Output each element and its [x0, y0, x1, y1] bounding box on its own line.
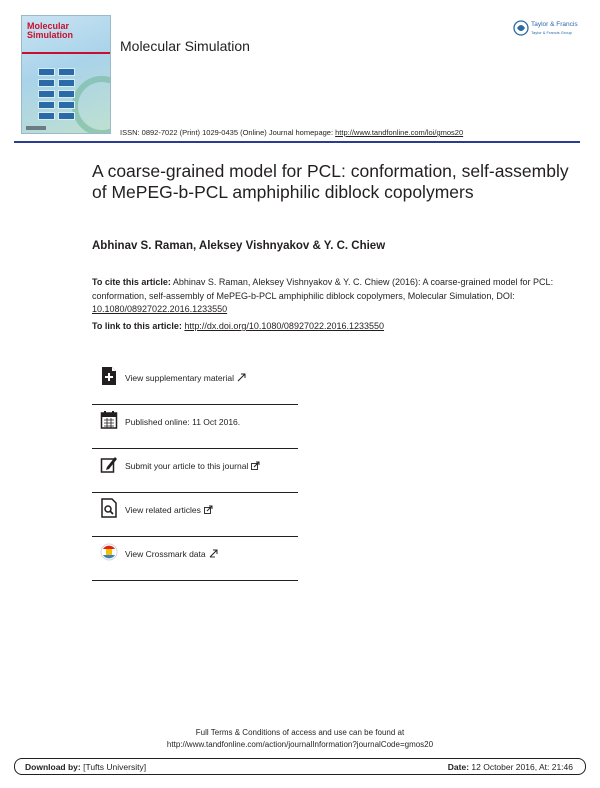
action-supplementary-material[interactable]: View supplementary material [92, 361, 298, 405]
calendar-icon [100, 410, 118, 430]
external-link-icon [209, 549, 218, 558]
action-crossmark[interactable]: View Crossmark data [92, 537, 298, 581]
citation [92, 276, 592, 317]
article-actions [92, 361, 298, 581]
article-url-link[interactable]: http://dx.doi.org/10.1080/08927022.2016.1233550 [184, 321, 385, 331]
cover-title: Molecular Simulation [27, 21, 74, 40]
doi-link[interactable]: 10.1080/08927022.2016.1233550 [92, 304, 228, 314]
article-link-label: To link to this article: [92, 321, 182, 331]
external-link-icon [251, 461, 260, 470]
cover-grid [38, 68, 78, 124]
terms-link[interactable]: http://www.tandfonline.com/action/journalInformation?journalCode=gmos20 [166, 740, 434, 749]
downloaded-by: Download by: [Tufts University] [25, 762, 147, 772]
article-authors: Abhinav S. Raman, Aleksey Vishnyakov & Y. C. Chiew [92, 240, 386, 252]
action-submit-article[interactable]: Submit your article to this journal [92, 449, 298, 493]
journal-homepage-link[interactable]: http://www.tandfonline.com/loi/gmos20 [335, 128, 464, 137]
citation-text: Abhinav S. Raman, Aleksey Vishnyakov & Y. C. Chiew (2016): A coarse-grained model for PCL: conformation, self-assembly of MePEG-b-PCL amphiphilic diblock copolymers, Molecular Simulation, DOI: [92, 277, 554, 301]
download-date: Date: 12 October 2016, At: 21:46 [447, 762, 573, 772]
pencil-edit-icon [100, 454, 118, 474]
publisher-group: Taylor & Francis Group [531, 30, 572, 35]
external-link-icon [204, 505, 213, 514]
journal-cover-image [21, 15, 111, 134]
footer-terms: Full Terms & Conditions of access and use can be found at http://www.tandfonline.com/action/journalInformation?journalCode=gmos20 [0, 727, 600, 751]
article-link [92, 321, 592, 331]
journal-name: Molecular Simulation [120, 38, 250, 54]
document-plus-icon [100, 366, 118, 386]
crossmark-icon [100, 542, 118, 562]
publisher-logo-icon [512, 16, 584, 44]
header-divider [14, 141, 580, 143]
cover-band [22, 52, 111, 54]
action-related-articles[interactable]: View related articles [92, 493, 298, 537]
cover-tag [26, 126, 46, 130]
publisher-logo [512, 16, 584, 44]
issn-line: ISSN: 0892-7022 (Print) 1029-0435 (Online) Journal homepage: http://www.tandfonline.com/loi/gmos20 [120, 128, 464, 137]
article-title: A coarse-grained model for PCL: conformation, self-assembly of MePEG-b-PCL amphiphilic diblock copolymers [92, 161, 569, 202]
document-search-icon [100, 498, 118, 518]
download-info-bar [14, 758, 586, 775]
citation-label: To cite this article: [92, 277, 171, 287]
publisher-name: Taylor & Francis [531, 21, 578, 28]
action-published-online: Published online: 11 Oct 2016. [92, 405, 298, 449]
external-link-icon [237, 373, 246, 382]
